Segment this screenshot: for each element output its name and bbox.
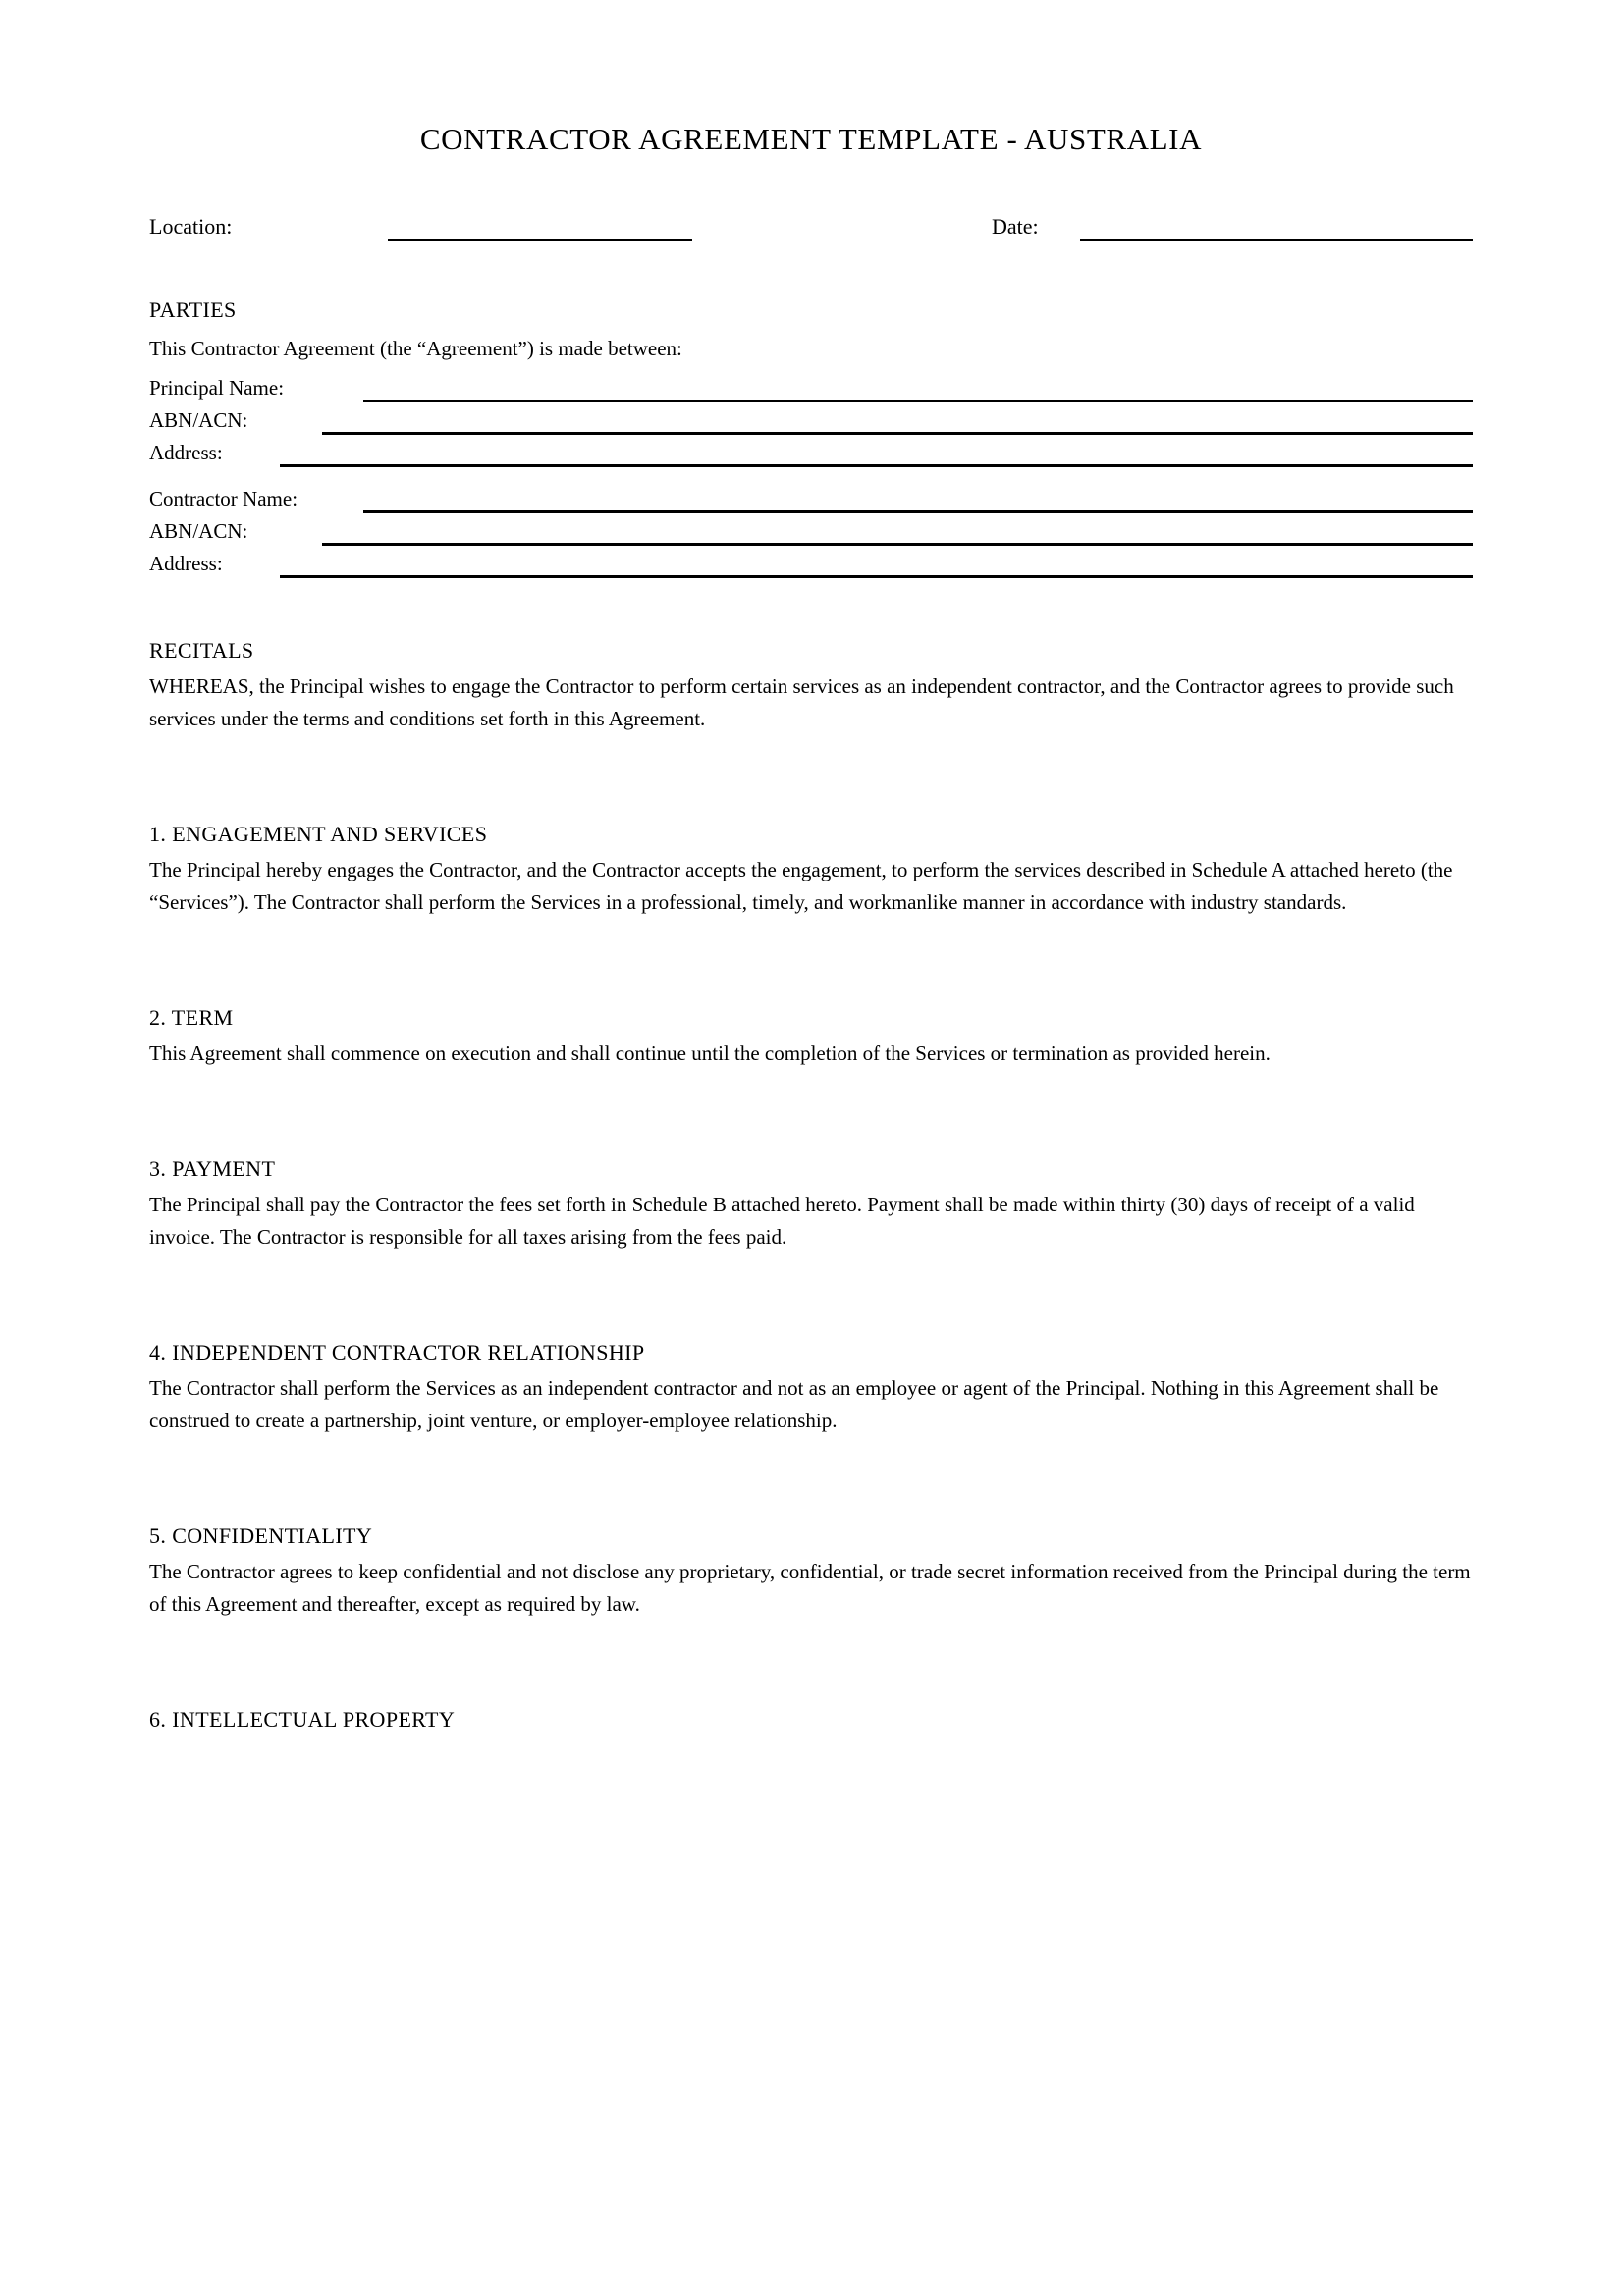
parties-intro-text: This Contractor Agreement (the “Agreement”) is made between: <box>149 337 682 360</box>
principal-address-input-rule[interactable] <box>280 464 1473 467</box>
contractor-abn-row <box>149 516 1473 549</box>
principal-address-label: Address: <box>149 441 223 464</box>
section-heading-1: 1. ENGAGEMENT AND SERVICES <box>149 822 488 846</box>
location-input-rule[interactable] <box>388 239 692 241</box>
section-confidentiality <box>149 1522 1473 1621</box>
principal-abn-label: ABN/ACN: <box>149 408 248 432</box>
date-input-rule[interactable] <box>1080 239 1473 241</box>
section-body-1: The Principal hereby engages the Contractor, and the Contractor accepts the engagement, to perform the services described in Schedule A attached hereto (the “Services”). The Contractor shall perform the Services in a professional, timely, and workmanlike manner in accordance with industry standards. <box>149 858 1453 914</box>
section-term <box>149 1003 1473 1070</box>
contractor-address-input-rule[interactable] <box>280 575 1473 578</box>
contractor-name-input-rule[interactable] <box>363 510 1473 513</box>
section-body-3: The Principal shall pay the Contractor the fees set forth in Schedule B attached hereto. Payment shall be made within thirty (30) days of receipt of a valid invoice. The Contractor is responsible for all taxes arising from the fees paid. <box>149 1193 1415 1249</box>
principal-name-label: Principal Name: <box>149 376 285 400</box>
section-independent-contractor-relationship <box>149 1338 1473 1437</box>
recitals-body: WHEREAS, the Principal wishes to engage the Contractor to perform certain services as an independent contractor, and the Contractor agrees to provide such services under the terms and conditions set forth in this Agreement. <box>149 674 1454 730</box>
section-intellectual-property <box>149 1705 1473 1735</box>
section-body-5: The Contractor agrees to keep confidential and not disclose any proprietary, confidential, or trade secret information received from the Principal during the term of this Agreement and thereafter, except as required by law. <box>149 1560 1471 1616</box>
section-heading-3: 3. PAYMENT <box>149 1156 276 1181</box>
document-content <box>149 0 1473 1735</box>
section-body-2: This Agreement shall commence on execution and shall continue until the completion of the Services or termination as provided herein. <box>149 1041 1271 1065</box>
contractor-address-row <box>149 549 1473 581</box>
principal-address-row <box>149 438 1473 470</box>
parties-section <box>149 295 1473 581</box>
page-title: CONTRACTOR AGREEMENT TEMPLATE - AUSTRALIA <box>419 122 1203 156</box>
contractor-abn-input-rule[interactable] <box>322 543 1473 546</box>
section-heading-5: 5. CONFIDENTIALITY <box>149 1523 373 1548</box>
contractor-address-label: Address: <box>149 552 223 575</box>
section-heading-6: 6. INTELLECTUAL PROPERTY <box>149 1707 456 1732</box>
principal-name-row <box>149 373 1473 405</box>
contractor-abn-label: ABN/ACN: <box>149 519 248 543</box>
recitals-heading: RECITALS <box>149 638 254 663</box>
location-label: Location: <box>149 214 233 239</box>
principal-abn-row <box>149 405 1473 438</box>
location-date-row <box>149 213 1473 258</box>
section-payment <box>149 1154 1473 1254</box>
date-label: Date: <box>992 214 1039 239</box>
parties-heading: PARTIES <box>149 297 237 322</box>
contractor-name-label: Contractor Name: <box>149 487 298 510</box>
section-heading-4: 4. INDEPENDENT CONTRACTOR RELATIONSHIP <box>149 1340 645 1364</box>
recitals-section <box>149 636 1473 735</box>
section-engagement-and-services <box>149 820 1473 919</box>
section-heading-2: 2. TERM <box>149 1005 234 1030</box>
section-body-4: The Contractor shall perform the Services as an independent contractor and not as an employee or agent of the Principal. Nothing in this Agreement shall be construed to create a partnership, joint venture, or employer-employee relationship. <box>149 1376 1439 1432</box>
principal-abn-input-rule[interactable] <box>322 432 1473 435</box>
contractor-name-row <box>149 484 1473 516</box>
principal-name-input-rule[interactable] <box>363 400 1473 402</box>
